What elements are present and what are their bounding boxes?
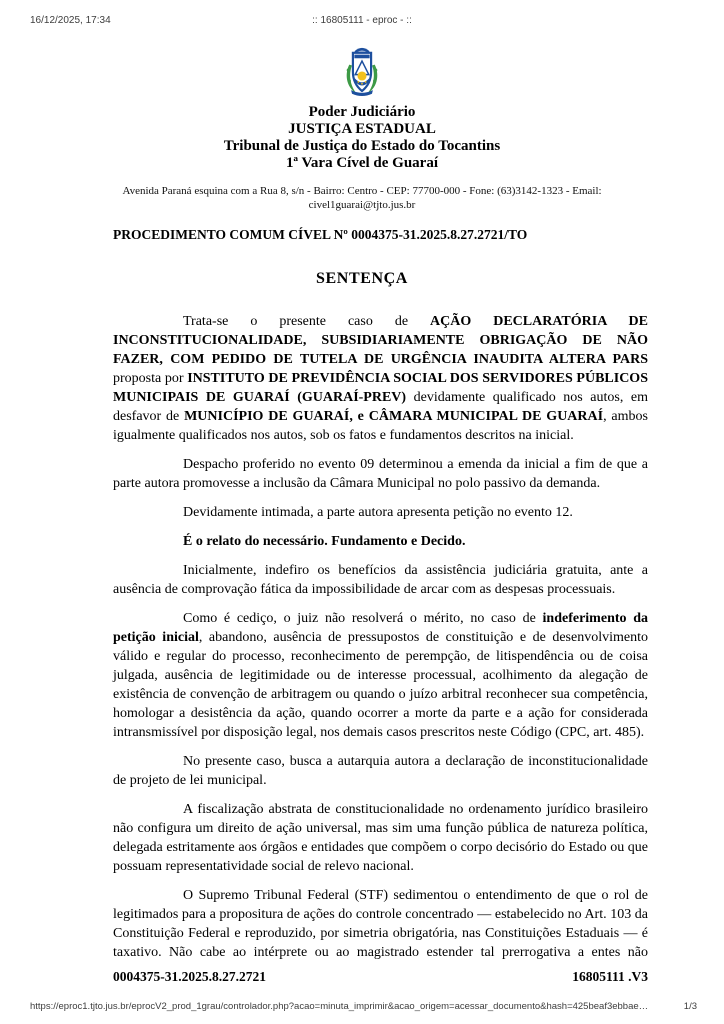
paragraph: Devidamente intimada, a parte autora apresenta petição no evento 12. bbox=[183, 505, 573, 520]
court-header-line-vara: 1ª Vara Cível de Guaraí bbox=[286, 155, 438, 171]
court-header-line-tribunal: Tribunal de Justiça do Estado do Tocantins bbox=[223, 138, 501, 154]
document-content bbox=[0, 44, 724, 972]
print-datetime: 16/12/2025, 17:34 bbox=[30, 15, 111, 26]
case-number-line: PROCEDIMENTO COMUM CÍVEL Nº 0004375-31.2025.8.27.2721/TO bbox=[113, 227, 528, 242]
court-header-line-branch: JUSTIÇA ESTADUAL bbox=[288, 121, 436, 137]
footer-case-number: 0004375-31.2025.8.27.2721 bbox=[113, 969, 266, 984]
court-address-email: civel1guarai@tjto.jus.br bbox=[308, 199, 416, 211]
document-body bbox=[113, 312, 648, 962]
print-title: :: 16805111 - eproc - :: bbox=[312, 15, 412, 26]
paragraph: A fiscalização abstrata de constitucionalidade no ordenamento jurídico brasileiro não configura um direito de ação universal, mas sim uma função pública de natureza política, delegada estritamente aos órgãos e entidades que compõem o corpo decisório do Estado ou que possuam representatividade social de relevo nacional. bbox=[113, 802, 648, 874]
print-footer-url: https://eproc1.tjto.jus.br/eprocV2_prod_1grau/controlador.php?acao=minuta_imprimir&acao_origem=acessar_documento&hash=425beaf3ebbae… bbox=[30, 1001, 649, 1012]
paragraph: É o relato do necessário. Fundamento e Decido. bbox=[183, 534, 466, 549]
court-address-line1: Avenida Paraná esquina com a Rua 8, s/n - Bairro: Centro - CEP: 77700-000 - Fone: (63)3142-1323 - Email: bbox=[122, 185, 602, 197]
paragraph: Como é cediço, o juiz não resolverá o mérito, no caso de indeferimento da petição inicial, abandono, ausência de pressupostos de constituição e de desenvolvimento válido e regular do processo, reconhecimento de perempção, de litispendência ou de coisa julgada, ausência de legitimidade ou de interesse processual, acolhimento da alegação de existência de convenção de arbitragem ou quando o juízo arbitral reconhecer sua competência, homologar a desistência da ação, quando ocorrer a morte da parte e a ação for considerada intransmissível por disposição legal, nos demais casos prescritos neste Código (CPC, art. 485). bbox=[113, 611, 648, 740]
footer-doc-version: 16805111 .V3 bbox=[572, 969, 648, 984]
paragraph: Despacho proferido no evento 09 determinou a emenda da inicial a fim de que a parte autora promovesse a inclusão da Câmara Municipal no polo passivo da demanda. bbox=[113, 457, 648, 491]
court-header-line-org: Poder Judiciário bbox=[308, 104, 416, 120]
paragraph: No presente caso, busca a autarquia autora a declaração de inconstitucionalidade de projeto de lei municipal. bbox=[113, 754, 648, 788]
emblem-container bbox=[0, 44, 724, 100]
paragraph: Trata-se o presente caso de AÇÃO DECLARATÓRIA DE INCONSTITUCIONALIDADE, SUBSIDIARIAMENTE OBRIGAÇÃO DE NÃO FAZER, COM PEDIDO DE TUTELA DE URGÊNCIA INAUDITA ALTERA PARS proposta por INSTITUTO DE PREVIDÊNCIA SOCIAL DOS SERVIDORES PÚBLICOS MUNICIPAIS DE GUARAÍ (GUARAÍ-PREV) devidamente qualificado nos autos, em desfavor de MUNICÍPIO DE GUARAÍ, e CÂMARA MUNICIPAL DE GUARAÍ, ambos igualmente qualificados nos autos, sob os fatos e fundamentos descritos na inicial. bbox=[113, 314, 648, 443]
print-header bbox=[0, 15, 724, 26]
tocantins-coat-of-arms-icon bbox=[342, 44, 382, 98]
paragraph: O Supremo Tribunal Federal (STF) sedimentou o entendimento de que o rol de legitimados para a propositura de ações do controle concentrado — estabelecido no Art. 103 da Constituição Federal e reproduzido, por simetria obrigatória, nas Constituições Estaduais — é taxativo. Não cabe ao intérprete ou ao magistrado estender tal prerrogativa a entes não bbox=[113, 888, 648, 960]
court-header bbox=[0, 104, 724, 172]
document-footer bbox=[113, 969, 648, 985]
print-footer bbox=[30, 1001, 697, 1012]
document-title: SENTENÇA bbox=[316, 270, 408, 287]
paragraph: Inicialmente, indefiro os benefícios da assistência judiciária gratuita, ante a ausência de comprovação fática da impossibilidade de arcar com as despesas processuais. bbox=[113, 563, 648, 597]
court-address bbox=[0, 184, 724, 212]
print-footer-page-number: 1/3 bbox=[683, 1001, 697, 1012]
